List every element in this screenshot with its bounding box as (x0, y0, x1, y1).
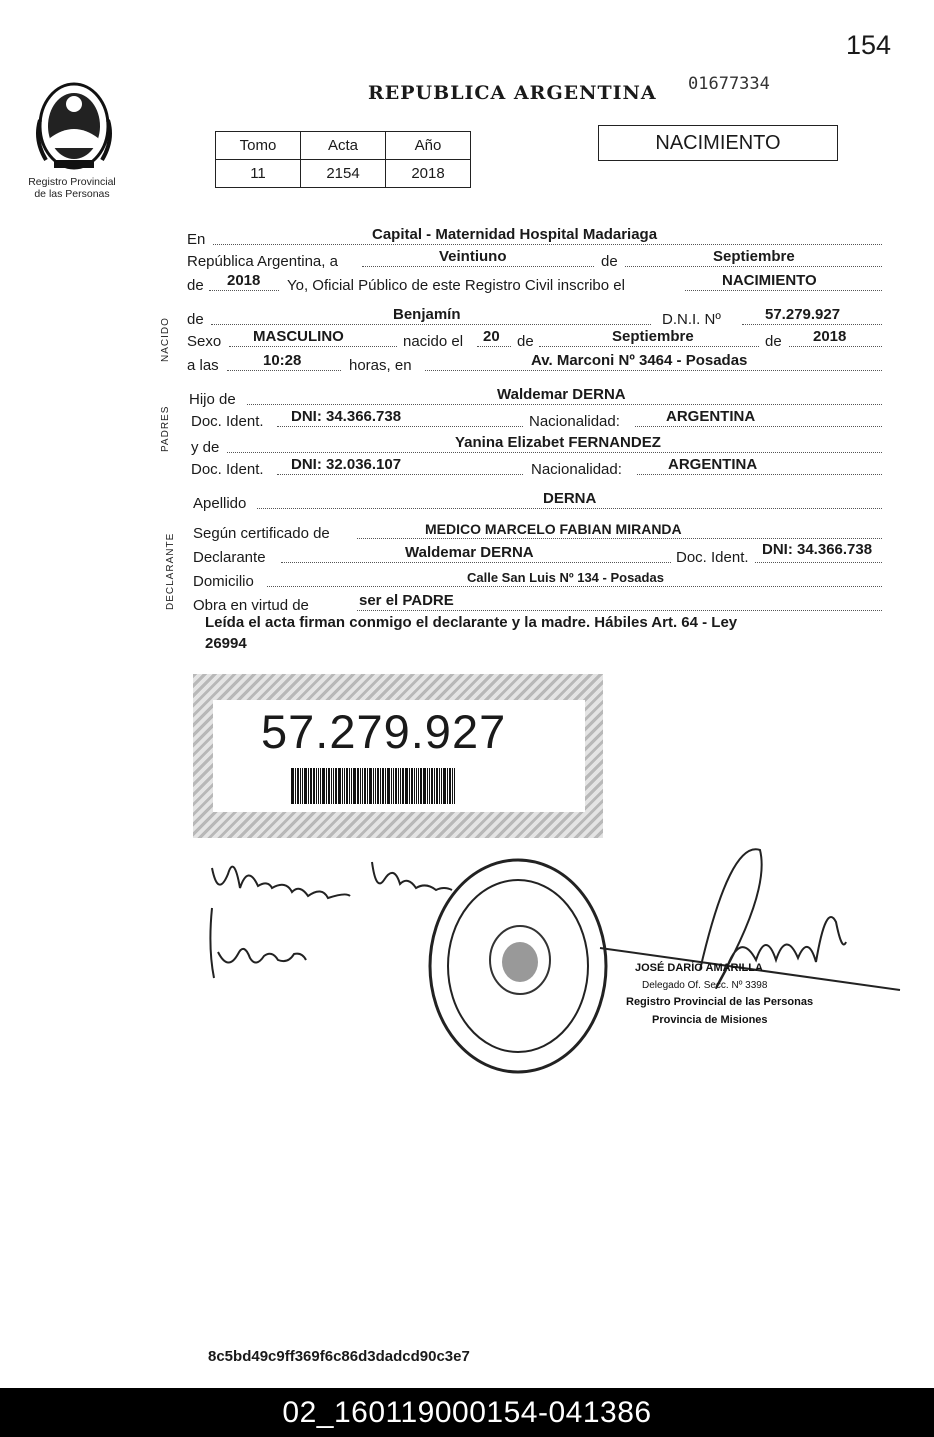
acta-value: 2154 (301, 160, 386, 188)
doc2-label: Doc. Ident. (191, 461, 264, 478)
official-title: Delegado Of. Secc. Nº 3398 (642, 980, 768, 991)
sexo-label: Sexo (187, 333, 222, 350)
nacido-label: nacido el (403, 333, 464, 350)
father-nat-value: ARGENTINA (666, 408, 756, 425)
mother-value: Yanina Elizabet FERNANDEZ (455, 434, 661, 451)
en-value: Capital - Maternidad Hospital Madariaga (372, 226, 658, 243)
name-value: Benjamín (393, 306, 461, 323)
nac1-label: Nacionalidad: (529, 413, 620, 430)
birth-year-value: 2018 (813, 328, 847, 345)
month-value: Septiembre (713, 248, 795, 265)
day-value: Veintiuno (439, 248, 507, 265)
official-office: Registro Provincial de las Personas (626, 996, 814, 1008)
segun-value: MEDICO MARCELO FABIAN MIRANDA (425, 521, 682, 537)
country-title: REPUBLICA ARGENTINA (368, 82, 657, 104)
domicilio-label: Domicilio (193, 573, 254, 590)
en-label: En (187, 231, 206, 248)
doc3-label: Doc. Ident. (676, 549, 749, 566)
document-hash: 8c5bd49c9ff369f6c86d3dadcd90c3e7 (208, 1348, 470, 1365)
dni-value: 57.279.927 (765, 306, 841, 323)
official-name: JOSÉ DARÍO AMARILLA (635, 962, 763, 974)
acta-header: Acta (301, 132, 386, 160)
sexo-value: MASCULINO (253, 328, 344, 345)
doc1-label: Doc. Ident. (191, 413, 264, 430)
apellido-value: DERNA (543, 490, 597, 507)
anio-header: Año (386, 132, 471, 160)
yde-label: y de (191, 439, 220, 456)
apellido-label: Apellido (193, 495, 247, 512)
time-value: 10:28 (263, 352, 302, 369)
declarante-value: Waldemar DERNA (405, 544, 534, 561)
obra-value: ser el PADRE (359, 592, 454, 609)
mother-nat-value: ARGENTINA (668, 456, 758, 473)
tomo-header: Tomo (216, 132, 301, 160)
horas-label: horas, en (349, 357, 412, 374)
alas-label: a las (187, 357, 219, 374)
side-label-padres: PADRES (160, 405, 171, 452)
obra-label: Obra en virtud de (193, 597, 309, 614)
year-value: 2018 (227, 272, 261, 289)
document-type-box: NACIMIENTO (598, 125, 838, 161)
serial-number: 01677334 (688, 74, 770, 94)
republica-label: República Argentina, a (187, 253, 338, 270)
page-number: 154 (846, 30, 892, 60)
side-label-nacido: NACIDO (160, 317, 171, 362)
closing-line-1: Leída el acta firman conmigo el declarante y la madre. Hábiles Art. 64 - Ley (205, 614, 738, 631)
hijo-label: Hijo de (189, 391, 236, 408)
official-round-stamp (430, 860, 606, 1072)
official-province: Provincia de Misiones (652, 1014, 768, 1026)
declarant-signature (212, 862, 452, 898)
inscribo-value: NACIMIENTO (722, 272, 817, 289)
declarante-doc-value: DNI: 34.366.738 (762, 541, 873, 558)
father-value: Waldemar DERNA (497, 386, 626, 403)
tomo-value: 11 (216, 160, 301, 188)
nacido-de1-label: de (517, 333, 534, 350)
dni-label: D.N.I. Nº (662, 311, 721, 328)
de-label: de (601, 253, 618, 270)
registry-caption-line2: de las Personas (34, 188, 110, 200)
registry-caption-line1: Registro Provincial (28, 176, 116, 188)
footer-code: 02_160119000154-041386 (282, 1396, 652, 1429)
year-de-label: de (187, 277, 204, 294)
domicilio-value: Calle San Luis Nº 134 - Posadas (467, 570, 664, 585)
anio-value: 2018 (386, 160, 471, 188)
segun-label: Según certificado de (193, 525, 330, 542)
nac2-label: Nacionalidad: (531, 461, 622, 478)
birth-month-value: Septiembre (612, 328, 694, 345)
declarante-label: Declarante (193, 549, 266, 566)
closing-line-2: 26994 (205, 635, 247, 652)
birth-day-value: 20 (483, 328, 500, 345)
mother-signature (210, 908, 306, 978)
side-label-declarante: DECLARANTE (165, 532, 176, 610)
father-doc-value: DNI: 34.366.738 (291, 408, 402, 425)
nacido-de2-label: de (765, 333, 782, 350)
place-value: Av. Marconi Nº 3464 - Posadas (531, 352, 748, 369)
mother-doc-value: DNI: 32.036.107 (291, 456, 402, 473)
name-de-label: de (187, 311, 204, 328)
sticker-number: 57.279.927 (261, 705, 507, 758)
oficial-label: Yo, Oficial Público de este Registro Civil inscribo el (287, 277, 625, 294)
